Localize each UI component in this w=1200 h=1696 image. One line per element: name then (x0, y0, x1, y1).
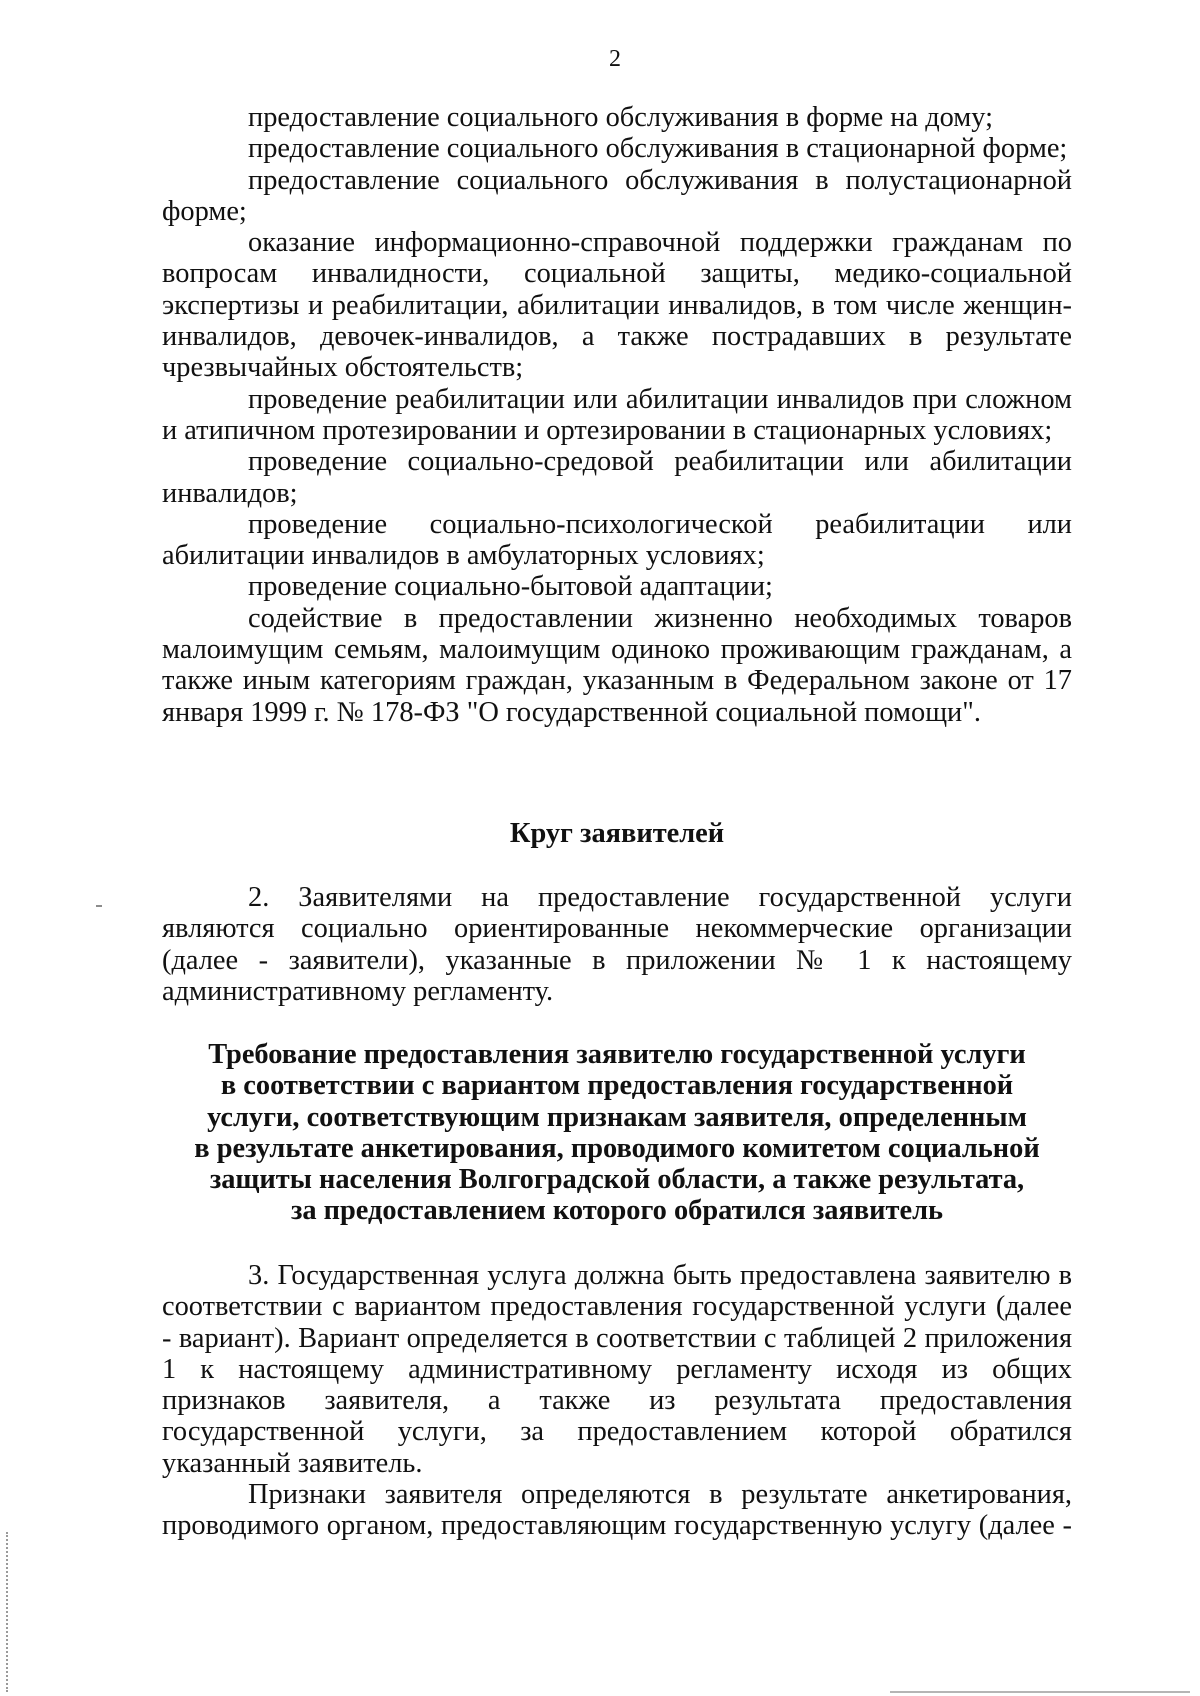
list-item: проведение социально-бытовой адаптации; (248, 571, 773, 603)
list-item: предоставление социального обслуживания в стационарной форме; (248, 133, 1068, 165)
list-item: предоставление социального обслуживания в форме на дому; (248, 102, 993, 133)
heading-line: в соответствии с вариантом предоставления государственной (220, 1070, 1014, 1102)
section-applicants-body (162, 882, 1072, 1007)
heading-line: Требование предоставления заявителю государственной услуги (208, 1039, 1026, 1070)
heading-line: защиты населения Волгоградской области, а также результата, (209, 1164, 1025, 1196)
heading-line: за предоставлением которого обратился заявитель (290, 1195, 944, 1227)
section-requirement-heading (162, 1039, 1072, 1227)
list-item: проведение реабилитации или абилитации инвалидов при сложном и атипичном протезировании и ортезировании в стационарных условиях; (162, 383, 1072, 446)
heading-line: в результате анкетирования, проводимого комитетом социальной (194, 1132, 1040, 1164)
services-list (162, 102, 1072, 728)
heading-line: услуги, соответствующим признакам заявителя, определенным (207, 1101, 1027, 1133)
section-requirement-body (162, 1260, 1072, 1542)
list-item: проведение социально-психологической реабилитации или абилитации инвалидов в амбулаторных условиях; (162, 508, 1072, 572)
list-item: предоставление социального обслуживания в полустационарной форме; (162, 164, 1072, 227)
paragraph: 2. Заявителями на предоставление государственной услуги являются социально ориентированные некоммерческие организации (далее - заявители), указанные в приложении № 1 к настоящему административному регламенту. (162, 882, 1072, 1007)
scan-margin-mark (6, 1532, 10, 1692)
section-heading: Круг заявителей (509, 818, 725, 849)
section-applicants (162, 818, 1072, 849)
list-item: проведение социально-средовой реабилитации или абилитации инвалидов; (162, 446, 1072, 509)
scan-mark (96, 905, 102, 907)
page-number: 2 (609, 46, 621, 72)
list-item: оказание информационно-справочной поддержки гражданам по вопросам инвалидности, социальной защиты, медико-социальной экспертизы и реабилитации, абилитации инвалидов, в том числе женщин-инвалидов, девочек-инвалидов, а также пострадавших в результате чрезвычайных обстоятельств; (162, 227, 1072, 384)
paragraph: 3. Государственная услуга должна быть предоставлена заявителю в соответствии с вариантом предоставления государственной услуги (далее - вариант). Вариант определяется в соответствии с таблицей 2 приложения 1 к настоящему административному регламенту исходя из общих признаков заявителя, а также из результата предоставления государственной услуги, за предоставлением которой обратился указанный заявитель. (162, 1260, 1072, 1479)
list-item: содействие в предоставлении жизненно необходимых товаров малоимущим семьям, малоимущим одиноко проживающим гражданам, а также иным категориям граждан, указанным в Федеральном законе от 17 января 1999 г. № 178-ФЗ "О государственной социальной помощи". (162, 602, 1072, 728)
scan-bottom-line (890, 1691, 1190, 1693)
paragraph: Признаки заявителя определяются в результате анкетирования, проводимого органом, предоставляющим государственную услугу (далее - (162, 1479, 1072, 1542)
